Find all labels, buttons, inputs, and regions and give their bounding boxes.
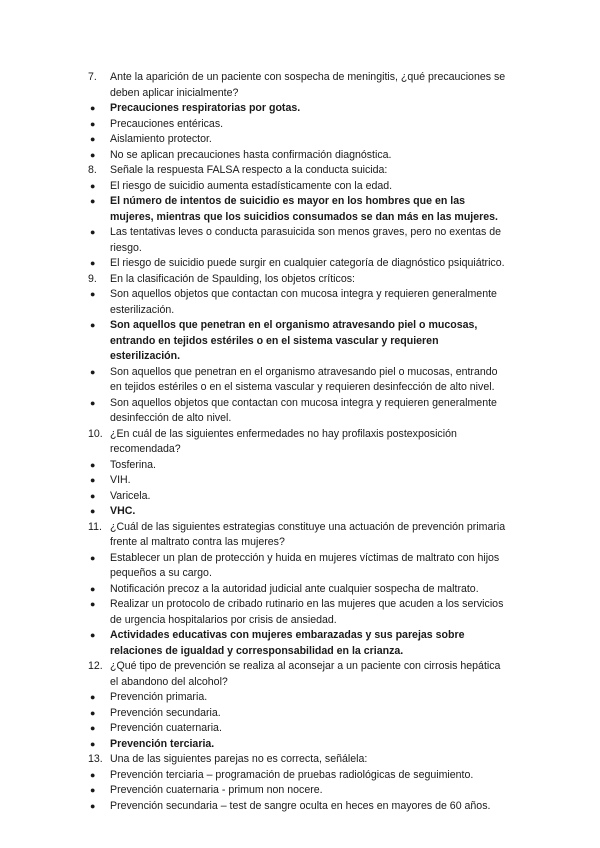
- answer-option-line: Prevención primaria.: [110, 691, 208, 703]
- question-text-line: deben aplicar inicialmente?: [110, 86, 239, 99]
- question-number: 11.: [88, 520, 102, 533]
- bullet-icon: ●: [90, 134, 96, 144]
- correct-answer-line: Prevención terciaria.: [110, 737, 215, 750]
- bullet-icon: ●: [90, 149, 96, 160]
- bullet-icon: ●: [90, 599, 96, 609]
- answer-option-line: Notificación precoz a la autoridad judicial ante cualquier sospecha de maltrato.: [110, 582, 479, 595]
- bullet-icon: ●: [90, 103, 96, 113]
- answer-option-line: en tejidos estériles o en el sistema vascular y requieren desinfección de alto nivel.: [110, 381, 495, 393]
- answer-option-line: Prevención secundaria – test de sangre oculta en heces en mayores de 60 años.: [110, 799, 491, 812]
- question-text-line: Una de las siguientes parejas no es correcta, señálela:: [110, 753, 368, 765]
- answer-option-line: Prevención secundaria.: [110, 706, 221, 719]
- answer-option-line: Tosferina.: [110, 458, 156, 471]
- question-text-line: el abandono del alcohol?: [110, 675, 228, 688]
- bullet-icon: ●: [90, 800, 96, 811]
- answer-option-line: Son aquellos objetos que contactan con mucosa integra y requieren generalmente: [110, 288, 497, 300]
- bullet-icon: ●: [90, 506, 96, 516]
- question-text-line: Señale la respuesta FALSA respecto a la conducta suicida:: [110, 164, 388, 176]
- question-text-line: Ante la aparición de un paciente con sospecha de meningitis, ¿qué precauciones se: [110, 71, 506, 83]
- answer-option-line: Realizar un protocolo de cribado rutinario en las mujeres que acuden a los servicios: [110, 598, 504, 610]
- correct-answer-line: Son aquellos que penetran en el organismo atravesando piel o mucosas,: [110, 319, 478, 331]
- question-text-line: ¿Qué tipo de prevención se realiza al aconsejar a un paciente con cirrosis hepática: [110, 660, 501, 672]
- answer-option-line: El riesgo de suicidio puede surgir en cualquier categoría de diagnóstico psiquiátrico.: [110, 257, 505, 269]
- bullet-icon: ●: [90, 707, 96, 718]
- answer-option-line: pequeños a su cargo.: [110, 567, 212, 579]
- correct-answer-line: El número de intentos de suicidio es mayor en los hombres que en las: [110, 195, 465, 207]
- question-text-line: ¿Cuál de las siguientes estrategias constituye una actuación de prevención primaria: [110, 520, 506, 533]
- bullet-icon: ●: [90, 785, 96, 795]
- answer-option-line: VIH.: [110, 474, 131, 486]
- bullet-icon: ●: [90, 320, 96, 330]
- question-number: 7.: [88, 71, 97, 83]
- question-text-line: frente al maltrato contra las mujeres?: [110, 536, 285, 548]
- bullet-icon: ●: [90, 583, 96, 594]
- answer-option-line: Prevención cuaternaria.: [110, 722, 222, 734]
- answer-option-line: Prevención cuaternaria - primum non nocere.: [110, 784, 323, 796]
- correct-answer-line: relaciones de igualdad y corresponsabilidad en la crianza.: [110, 644, 404, 657]
- bullet-icon: ●: [90, 723, 96, 733]
- question-text-line: En la clasificación de Spaulding, los objetos críticos:: [110, 272, 355, 285]
- bullet-icon: ●: [90, 289, 96, 299]
- question-number: 10.: [88, 427, 103, 440]
- bullet-icon: ●: [90, 475, 96, 485]
- answer-option-line: Son aquellos objetos que contactan con mucosa integra y requieren generalmente: [110, 396, 497, 409]
- bullet-icon: ●: [90, 258, 96, 268]
- answer-option-line: Varicela.: [110, 489, 151, 502]
- bullet-icon: ●: [90, 490, 96, 501]
- answer-option-line: Prevención terciaria – programación de pruebas radiológicas de seguimiento.: [110, 768, 474, 781]
- bullet-icon: ●: [90, 180, 96, 191]
- correct-answer-line: esterilización.: [110, 350, 181, 362]
- question-number: 9.: [88, 272, 97, 285]
- question-number: 12.: [88, 660, 103, 672]
- bullet-icon: ●: [90, 227, 96, 237]
- question-text-line: ¿En cuál de las siguientes enfermedades no hay profilaxis postexposición: [110, 427, 457, 440]
- answer-option-line: Precauciones entéricas.: [110, 117, 224, 130]
- correct-answer-line: Precauciones respiratorias por gotas.: [110, 102, 301, 114]
- answer-option-line: Aislamiento protector.: [110, 133, 212, 145]
- correct-answer-line: entrando en tejidos estériles o en el sistema vascular y requieren: [110, 334, 439, 347]
- bullet-icon: ●: [90, 738, 96, 749]
- bullet-icon: ●: [90, 630, 96, 640]
- bullet-icon: ●: [90, 196, 96, 206]
- answer-option-line: Establecer un plan de protección y huida en mujeres víctimas de maltrato con hijos: [110, 551, 500, 564]
- question-number: 8.: [88, 164, 97, 176]
- question-text-line: recomendada?: [110, 443, 181, 455]
- bullet-icon: ●: [90, 366, 96, 377]
- correct-answer-line: Actividades educativas con mujeres embarazadas y sus parejas sobre: [110, 629, 465, 641]
- bullet-icon: ●: [90, 692, 96, 702]
- answer-option-line: No se aplican precauciones hasta confirmación diagnóstica.: [110, 148, 392, 161]
- correct-answer-line: VHC.: [110, 505, 136, 517]
- answer-option-line: de urgencia hospitalarios por crisis de ansiedad.: [110, 613, 337, 626]
- answer-option-line: riesgo.: [110, 241, 142, 254]
- bullet-icon: ●: [90, 552, 96, 563]
- bullet-icon: ●: [90, 118, 96, 129]
- bullet-icon: ●: [90, 459, 96, 470]
- answer-option-line: Son aquellos que penetran en el organismo atravesando piel o mucosas, entrando: [110, 365, 498, 378]
- answer-option-line: desinfección de alto nivel.: [110, 412, 232, 424]
- answer-option-line: El riesgo de suicidio aumenta estadísticamente con la edad.: [110, 179, 393, 192]
- bullet-icon: ●: [90, 769, 96, 780]
- bullet-icon: ●: [90, 397, 96, 408]
- correct-answer-line: mujeres, mientras que los suicidios consumados se dan más en las mujeres.: [110, 210, 498, 223]
- answer-option-line: esterilización.: [110, 303, 175, 316]
- answer-option-line: Las tentativas leves o conducta parasuicida son menos graves, pero no exentas de: [110, 226, 502, 238]
- question-number: 13.: [88, 753, 103, 765]
